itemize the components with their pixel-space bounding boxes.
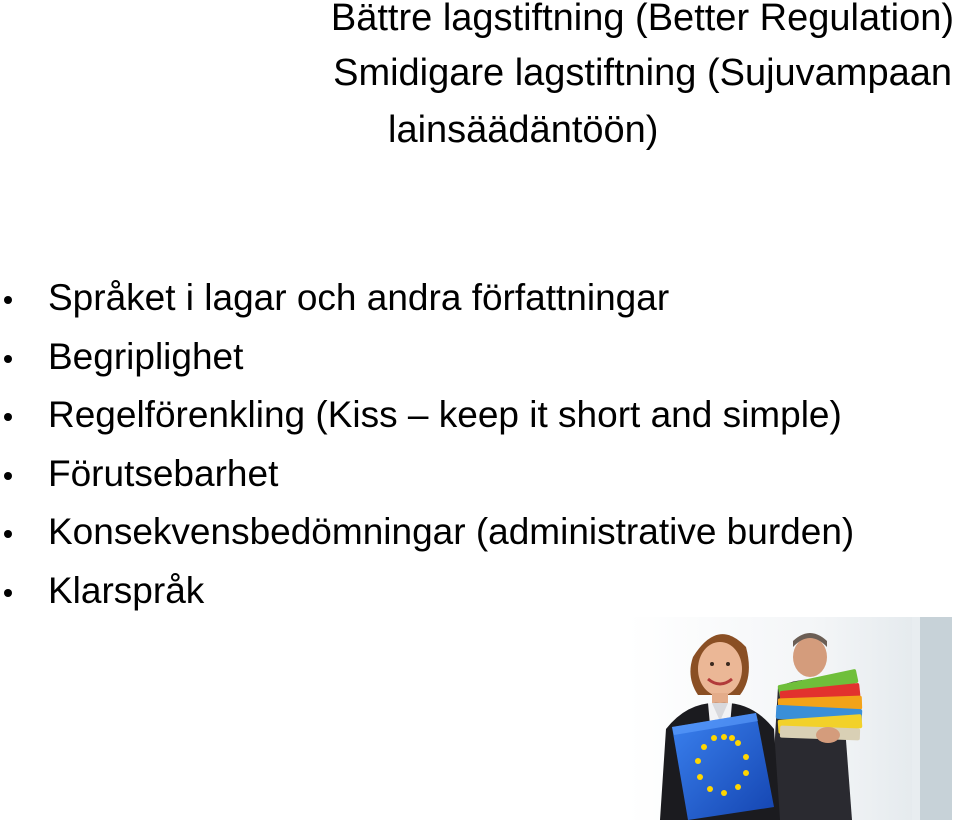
bullet-text: Klarspråk	[48, 569, 205, 611]
bullet-dot-icon	[4, 589, 12, 597]
bullet-text: Förutsebarhet	[48, 452, 279, 494]
bullet-text: Konsekvensbedömningar (administrative burden)	[48, 511, 855, 552]
eu-folder	[672, 713, 774, 820]
bullet-dot-icon	[4, 413, 12, 421]
bullet-dot-icon	[4, 355, 12, 363]
office-workers-with-folders-photo	[628, 617, 952, 820]
bullet-dot-icon	[4, 296, 12, 304]
title-line-3: lainsäädäntöön)	[388, 109, 659, 151]
bullet-text: Regelförenkling (Kiss – keep it short and simple)	[48, 394, 842, 435]
bullet-dot-icon	[4, 472, 12, 480]
bullet-text: Språket i lagar och andra författningar	[48, 277, 670, 318]
bullet-text: Begriplighet	[48, 335, 244, 377]
title-line-1: Bättre lagstiftning (Better Regulation)	[330, 0, 954, 39]
title-line-2: Smidigare lagstiftning (Sujuvampaan	[333, 52, 952, 94]
bullet-dot-icon	[4, 530, 12, 538]
